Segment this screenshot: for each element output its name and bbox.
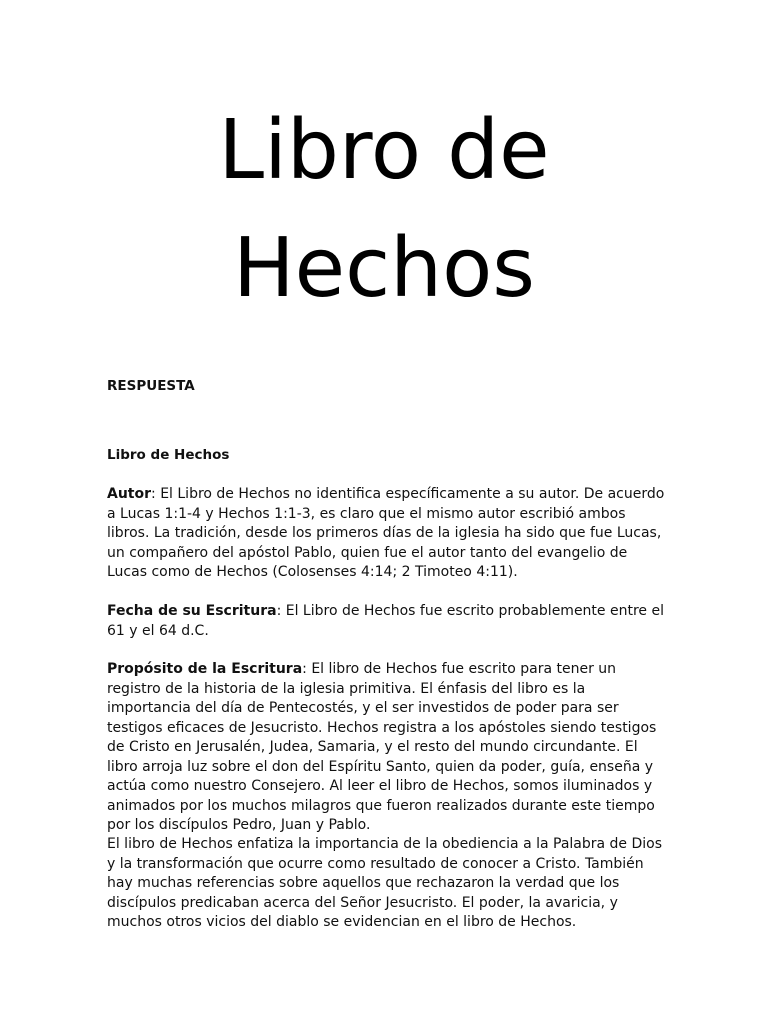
respuesta-heading: RESPUESTA bbox=[107, 378, 195, 394]
fecha-text: : El Libro de Hechos fue escrito probablemente entre el 61 y el 64 d.C. bbox=[107, 603, 664, 639]
autor-paragraph bbox=[107, 485, 667, 583]
title-line-2: Hechos bbox=[232, 221, 536, 316]
autor-text: : El Libro de Hechos no identifica específicamente a su autor. De acuerdo a Lucas 1:1-4 y Hechos 1:1-3, es claro que el mismo autor escribió ambos libros. La tradición, desde los primeros días de la iglesia ha sido que fue Lucas, un compañero del apóstol Pablo, quien fue el autor tanto del evangelio de Lucas como de Hechos (Colosenses 4:14; 2 Timoteo 4:11). bbox=[107, 486, 665, 580]
fecha-label: Fecha de su Escritura bbox=[107, 603, 277, 619]
fecha-paragraph bbox=[107, 602, 667, 641]
document-title bbox=[0, 92, 768, 328]
enfasis-paragraph: El libro de Hechos enfatiza la importancia de la obediencia a la Palabra de Dios y la transformación que ocurre como resultado de conocer a Cristo. También hay muchas referencias sobre aquellos que rechazaron la verdad que los discípulos predicaban acerca del Señor Jesucristo. El poder, la avaricia, y muchos otros vicios del diablo se evidencian en el libro de Hechos. bbox=[107, 836, 663, 930]
proposito-text: : El libro de Hechos fue escrito para tener un registro de la historia de la iglesia primitiva. El énfasis del libro es la importancia del día de Pentecostés, y el ser investidos de poder para ser testigos eficaces de Jesucristo. Hechos registra a los apóstoles siendo testigos de Cristo en Jerusalén, Judea, Samaria, y el resto del mundo circundante. El libro arroja luz sobre el don del Espíritu Santo, quien da poder, guía, enseña y actúa como nuestro Consejero. Al leer el libro de Hechos, somos iluminados y animados por los muchos milagros que fueron realizados durante este tiempo por los discípulos Pedro, Juan y Pablo. bbox=[107, 661, 657, 833]
proposito-label: Propósito de la Escritura bbox=[107, 661, 303, 677]
section-subtitle: Libro de Hechos bbox=[107, 447, 230, 463]
autor-label: Autor bbox=[107, 486, 152, 502]
proposito-paragraph bbox=[107, 660, 667, 836]
title-line-1: Libro de bbox=[218, 103, 550, 198]
